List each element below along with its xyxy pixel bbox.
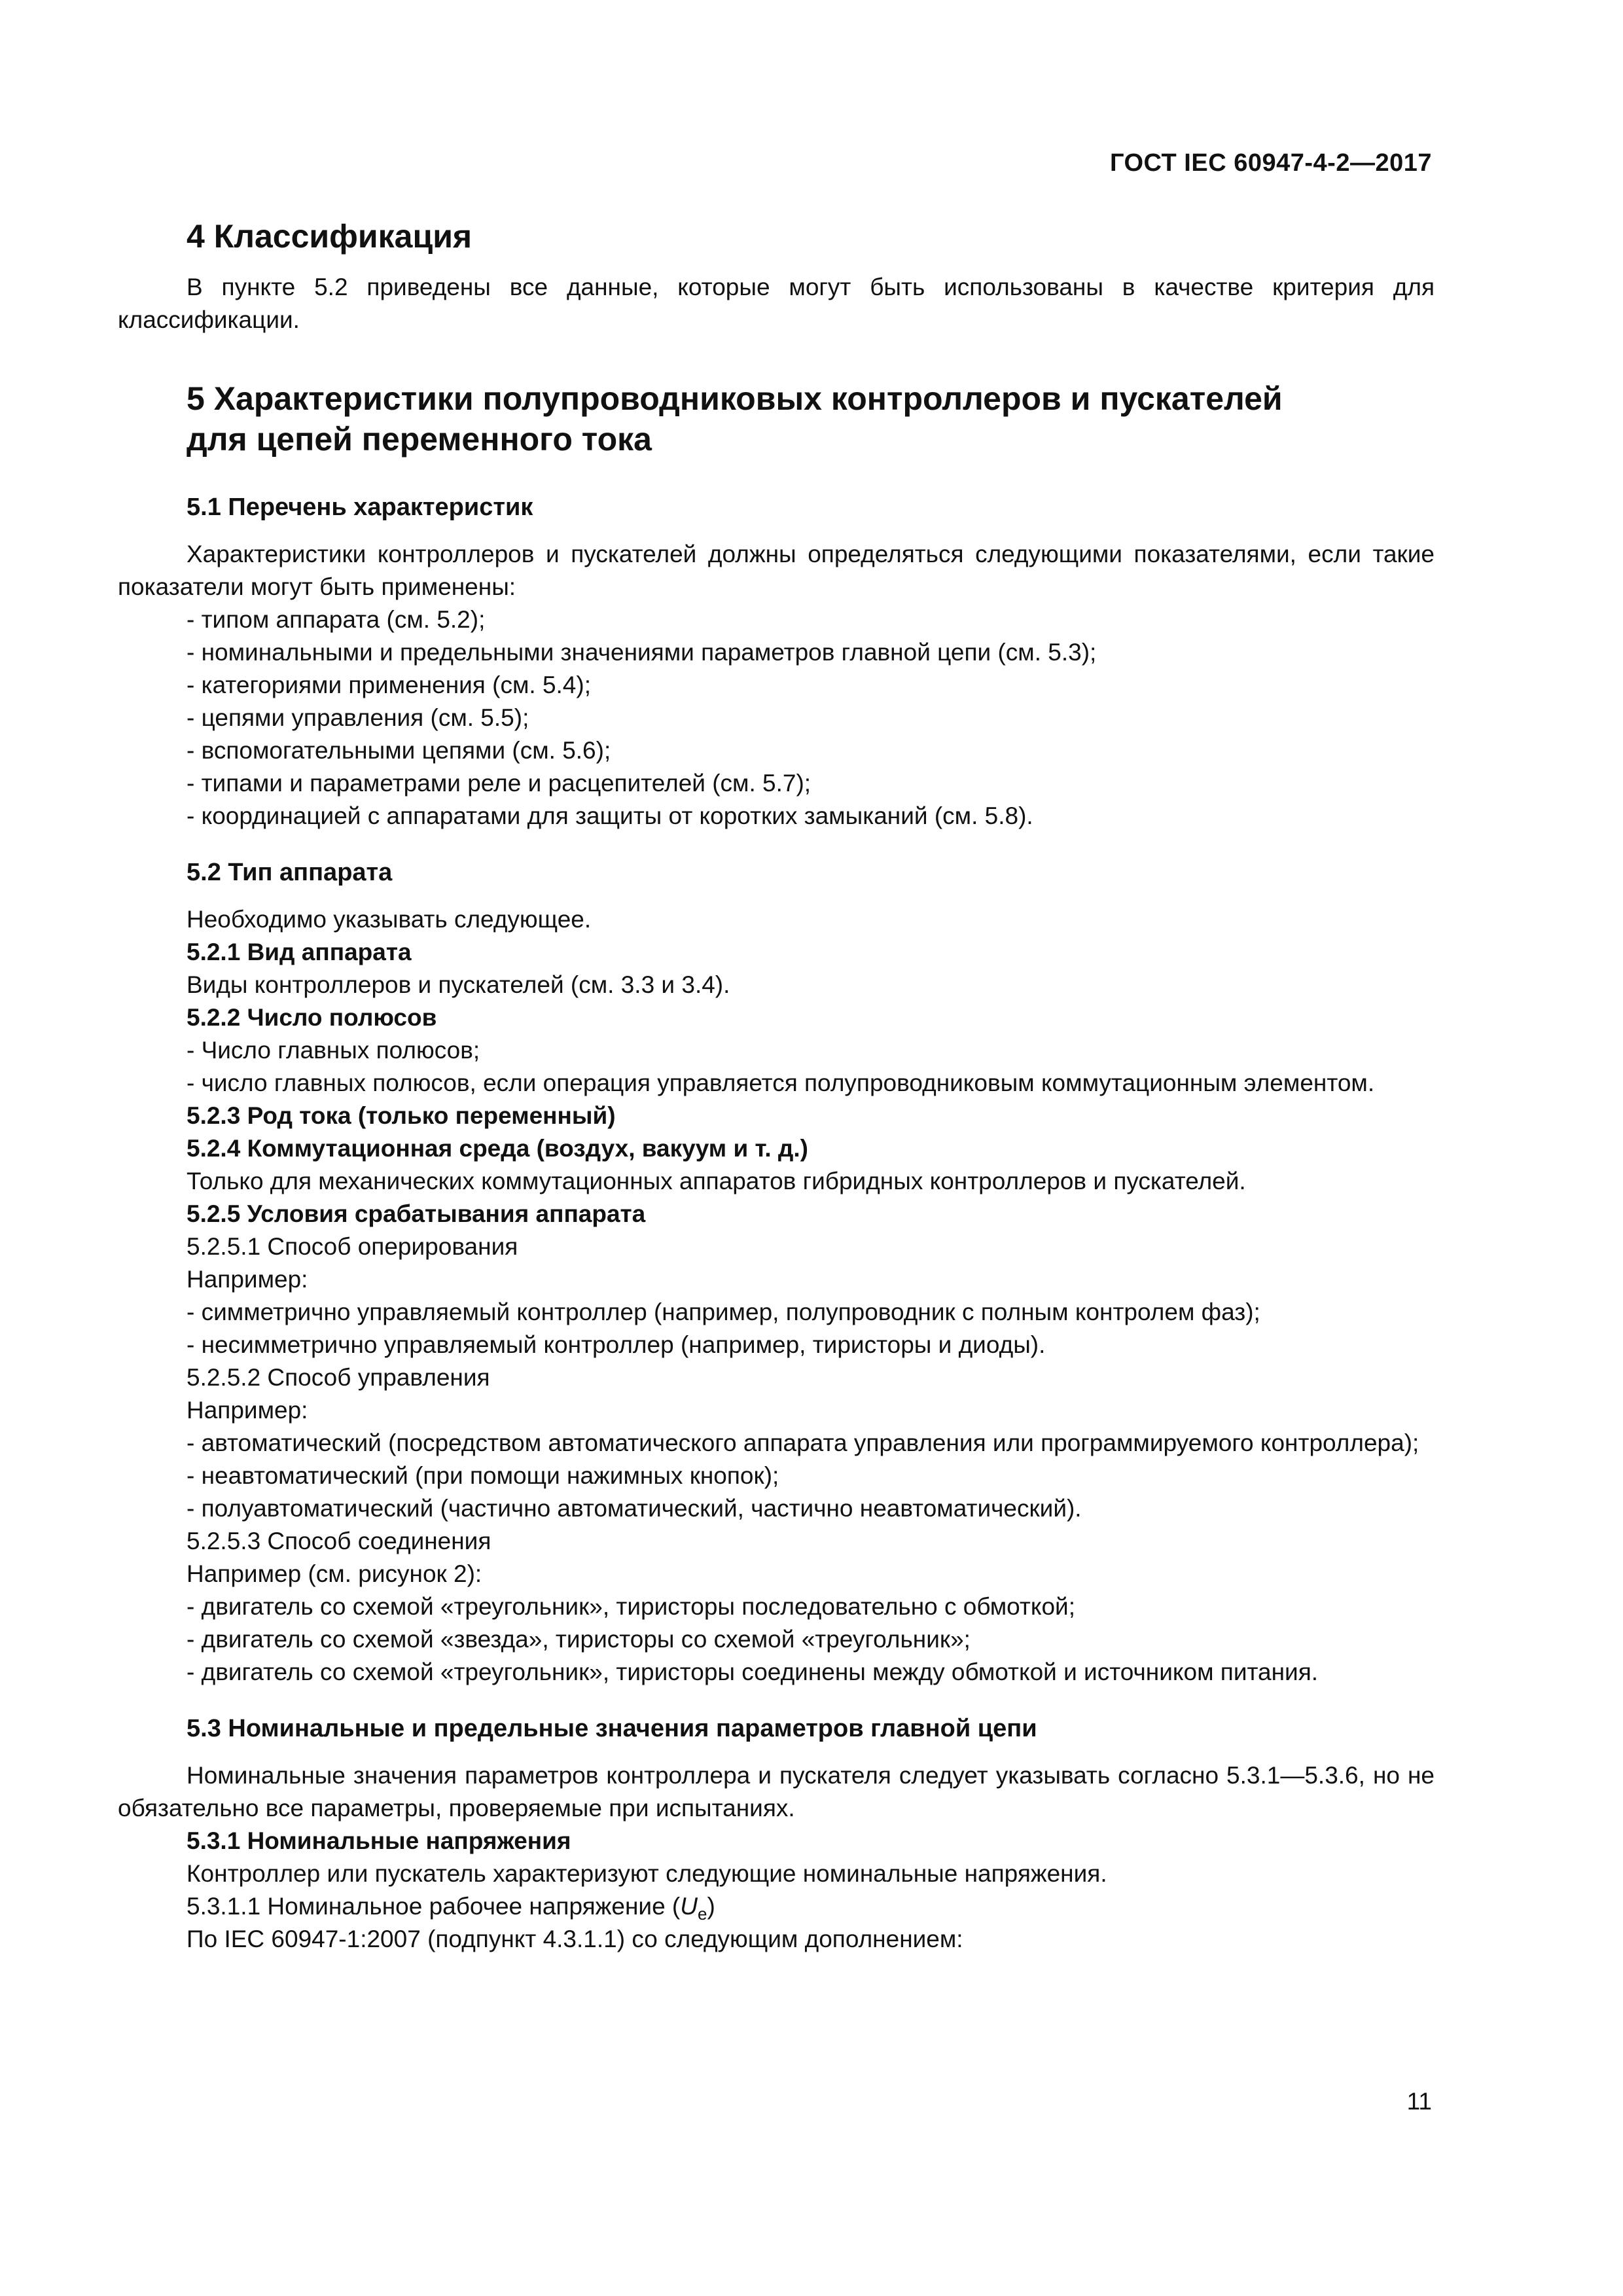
section-5-2-title: 5.2 Тип аппарата	[187, 859, 393, 886]
list-item: - Число главных полюсов;	[187, 1037, 480, 1064]
list-item: - типом аппарата (см. 5.2);	[187, 606, 486, 633]
subsection-5-3-1-title: 5.3.1 Номинальные напряжения	[187, 1827, 571, 1854]
list-item: - автоматический (посредством автоматического аппарата управления или программируемого контроллера);	[187, 1429, 1419, 1456]
section-4-title: 4 Классификация	[187, 218, 473, 255]
document-header: ГОСТ IEC 60947-4-2—2017	[1109, 149, 1432, 177]
voltage-subscript: e	[698, 1904, 707, 1924]
voltage-symbol: U	[680, 1893, 698, 1920]
subsection-5-2-3-title: 5.2.3 Род тока (только переменный)	[187, 1102, 616, 1129]
example-label: Например:	[187, 1266, 308, 1293]
list-item: - неавтоматический (при помощи нажимных кнопок);	[187, 1462, 779, 1489]
subsection-5-3-1-1-title	[118, 1890, 1435, 1923]
list-item: - несимметрично управляемый контроллер (например, тиристоры и диоды).	[187, 1331, 1046, 1358]
section-4-paragraph: В пункте 5.2 приведены все данные, которые могут быть использованы в качестве критерия для классификации.	[118, 274, 1435, 333]
list-item: - полуавтоматический (частично автоматический, частично неавтоматический).	[187, 1495, 1082, 1522]
section-5-3-intro: Номинальные значения параметров контроллера и пускателя следует указывать согласно 5.3.1—5.3.6, но не обязательно все параметры, проверяемые при испытаниях.	[118, 1762, 1435, 1821]
list-item: - двигатель со схемой «звезда», тиристоры со схемой «треугольник»;	[187, 1626, 971, 1653]
section-5-1-title: 5.1 Перечень характеристик	[187, 493, 533, 521]
list-item: - категориями применения (см. 5.4);	[187, 672, 591, 698]
list-item: - типами и параметрами реле и расцепителей (см. 5.7);	[187, 770, 812, 797]
list-item: - цепями управления (см. 5.5);	[187, 704, 529, 731]
subsection-5-2-5-2-title: 5.2.5.2 Способ управления	[187, 1364, 490, 1391]
subsection-5-2-1-text: Виды контроллеров и пускателей (см. 3.3 и 3.4).	[187, 971, 730, 998]
page-number: 11	[1406, 2088, 1432, 2115]
list-item: - вспомогательными цепями (см. 5.6);	[187, 737, 611, 764]
page-content	[118, 216, 1435, 1956]
clause-title-suffix: )	[707, 1893, 715, 1920]
list-item: - координацией с аппаратами для защиты от коротких замыканий (см. 5.8).	[187, 802, 1033, 829]
section-5-1-intro: Характеристики контроллеров и пускателей должны определяться следующими показателями, если такие показатели могут быть применены:	[118, 541, 1435, 600]
subsection-5-2-4-text: Только для механических коммутационных аппаратов гибридных контроллеров и пускателей.	[187, 1168, 1246, 1194]
clause-title-prefix: 5.3.1.1 Номинальное рабочее напряжение (	[187, 1893, 681, 1920]
subsection-5-2-5-title: 5.2.5 Условия срабатывания аппарата	[187, 1200, 646, 1227]
section-5-2-intro: Необходимо указывать следующее.	[187, 906, 592, 933]
subsection-5-2-1-title: 5.2.1 Вид аппарата	[187, 939, 412, 965]
list-item: - число главных полюсов, если операция управляется полупроводниковым коммутационным элементом.	[187, 1069, 1375, 1096]
subsection-5-2-2-title: 5.2.2 Число полюсов	[187, 1004, 437, 1031]
example-label: Например:	[187, 1397, 308, 1424]
section-5-3-title: 5.3 Номинальные и предельные значения параметров главной цепи	[187, 1715, 1037, 1742]
section-5-title-line1: 5 Характеристики полупроводниковых контроллеров и пускателей	[187, 380, 1283, 417]
subsection-5-2-5-3-title: 5.2.5.3 Способ соединения	[187, 1528, 491, 1554]
subsection-5-3-1-text: Контроллер или пускатель характеризуют следующие номинальные напряжения.	[187, 1860, 1107, 1887]
subsection-5-3-1-1-text: По IEC 60947-1:2007 (подпункт 4.3.1.1) со следующим дополнением:	[187, 1926, 963, 1952]
example-label: Например (см. рисунок 2):	[187, 1560, 482, 1587]
section-5-title-line2: для цепей переменного тока	[187, 421, 652, 457]
subsection-5-2-5-1-title: 5.2.5.1 Способ оперирования	[187, 1233, 518, 1260]
list-item: - симметрично управляемый контроллер (например, полупроводник с полным контролем фаз);	[187, 1299, 1260, 1325]
list-item: - номинальными и предельными значениями параметров главной цепи (см. 5.3);	[187, 639, 1097, 666]
list-item: - двигатель со схемой «треугольник», тиристоры соединены между обмоткой и источником питания.	[187, 1659, 1319, 1685]
subsection-5-2-4-title: 5.2.4 Коммутационная среда (воздух, вакуум и т. д.)	[187, 1135, 808, 1162]
list-item: - двигатель со схемой «треугольник», тиристоры последовательно с обмоткой;	[187, 1593, 1075, 1620]
